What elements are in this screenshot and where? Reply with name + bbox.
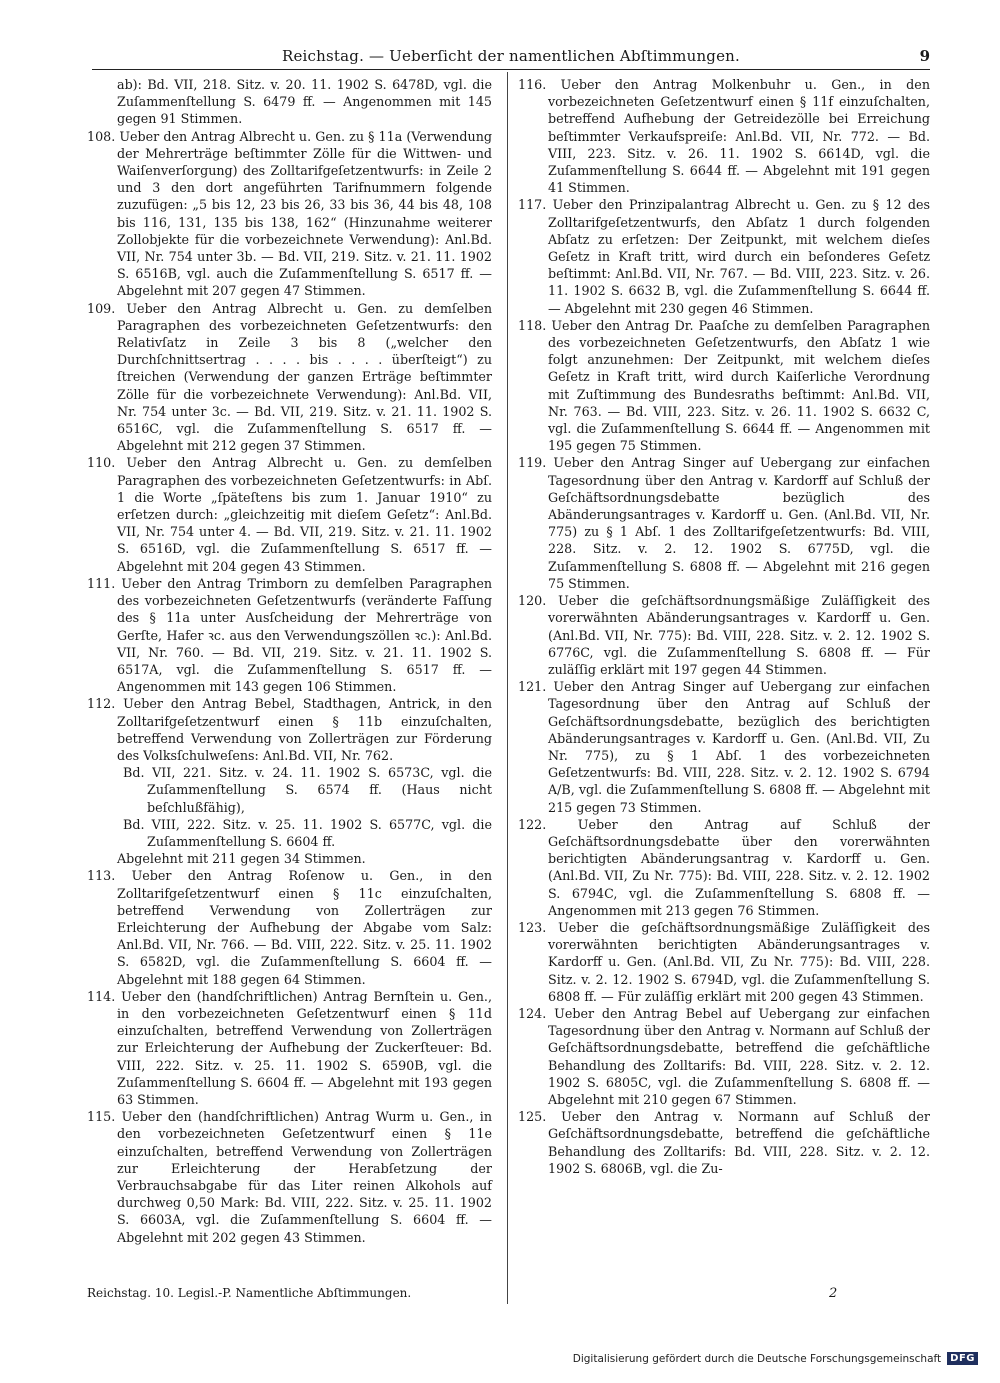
entry-122: 122. Ueber den Antrag auf Schluß der Geſchäftsordnungsdebatte über den vorerwähnten berichtigten Abänderungsantrag v. Kardorff u. Gen. (Anl.Bd. VII, Zu Nr. 775): Bd. VIII, 228. Sitz. v. 2. 12. 1902 S. 6794C, vgl. die Zuſammenſtellung S. 6808 ff. — Angenommen mit 213 gegen 76 Stimmen. [518,816,930,918]
footer-source-line: Reichstag. 10. Legisl.-P. Namentliche Abſtimmungen. [87,1286,412,1300]
entry-115: 115. Ueber den (handſchriftlichen) Antrag Wurm u. Gen., in den vorbezeichneten Geſetzentwurf einen § 11e einzuſchalten, betreffend Verwendung von Zollerträgen zur Erleichterung der Herabſetzung der Verbrauchsabgabe für das Liter reinen Alkohols auf durchweg 0,50 Mark: Bd. VIII, 222. Sitz. v. 25. 11. 1902 S. 6603A, vgl. die Zuſammenſtellung S. 6604 ff. — Abgelehnt mit 202 gegen 43 Stimmen. [87,1109,492,1245]
entry-117: 117. Ueber den Prinzipalantrag Albrecht u. Gen. zu § 12 des Zolltarifgeſetzentwurfs, den Abſatz 1 durch folgenden Abſatz zu erſetzen: Der Zeitpunkt, mit welchem dieſes Geſetz in Kraft tritt, wird durch ein beſonderes Geſetz beſtimmt: Anl.Bd. VII, Nr. 767. — Bd. VIII, 223. Sitz. v. 26. 11. 1902 S. 6632 B, vgl. die Zuſammenſtellung S. 6644 ff. — Abgelehnt mit 230 gegen 46 Stimmen. [518,197,930,316]
entry-112-session-2: Bd. VIII, 222. Sitz. v. 25. 11. 1902 S. 6577C, vgl. die Zuſammenſtellung S. 6604 ff. [123,816,492,849]
entry-114: 114. Ueber den (handſchriftlichen) Antrag Bernſtein u. Gen., in den vorbezeichneten Geſetzentwurf einen § 11d einzuſchalten, betreffend Verwendung von Zollerträgen zur Erleichterung der Aufhebung der Zuckerſteuer: Bd. VIII, 222. Sitz. v. 25. 11. 1902 S. 6590B, vgl. die Zuſammenſtellung S. 6604 ff. — Abgelehnt mit 193 gegen 63 Stimmen. [87,988,492,1107]
entry-118: 118. Ueber den Antrag Dr. Paaſche zu demſelben Paragraphen des vorbezeichneten Geſetzentwurfs, den Abſatz 1 wie folgt anzunehmen: Der Zeitpunkt, mit welchem dieſes Geſetz in Kraft tritt, wird durch Kaiſerliche Verordnung mit Zuſtimmung des Bundesraths beſtimmt: Anl.Bd. VII, Nr. 763. — Bd. VIII, 223. Sitz. v. 26. 11. 1902 S. 6632 C, vgl. die Zuſammenſtellung S. 6644 ff. — Angenommen mit 195 gegen 75 Stimmen. [518,317,930,454]
entry-112: 112. Ueber den Antrag Bebel, Stadthagen, Antrick, in den Zolltarifgeſetzentwurf einen § 11b einzuſchalten, betreffend Verwendung von Zollerträgen zur Förderung des Volksſchulweſens: Anl.Bd. VII, Nr. 762. [87,696,492,763]
sheet-signature: 2 [829,1286,838,1301]
page-header [92,47,930,70]
entry-121: 121. Ueber den Antrag Singer auf Uebergang zur einfachen Tagesordnung über den Antrag auf Schluß der Geſchäftsordnungsdebatte, bezüglich des berichtigten Abänderungsantrages v. Kardorff u. Gen. (Anl.Bd. VII, Zu Nr. 775), zu § 1 Abſ. 1 des vorbezeichneten Geſetzentwurfs: Bd. VIII, 228. Sitz. v. 2. 12. 1902 S. 6794 A/B, vgl. die Zuſammenſtellung S. 6808 ff. — Abgelehnt mit 215 gegen 73 Stimmen. [518,679,930,815]
column-divider [507,72,508,1304]
left-column [87,76,492,1246]
entry-124: 124. Ueber den Antrag Bebel auf Uebergang zur einfachen Tagesordnung über den Antrag v. Normann auf Schluß der Geſchäftsordnungsdebatte, betreffend die geſchäftliche Behandlung des Zolltarifs: Bd. VIII, 228. Sitz. v. 2. 12. 1902 S. 6805C, vgl. die Zuſammenſtellung S. 6808 ff. — Abgelehnt mit 210 gegen 67 Stimmen. [518,1005,930,1107]
page-number: 9 [919,47,930,65]
entry-112-session-1: Bd. VII, 221. Sitz. v. 24. 11. 1902 S. 6573C, vgl. die Zuſammenſtellung S. 6574 ff. (Haus nicht beſchlußfähig), [123,765,492,815]
header-title: Reichstag. — Ueberſicht der namentlichen Abſtimmungen. [281,47,741,65]
entry-125: 125. Ueber den Antrag v. Normann auf Schluß der Geſchäftsordnungsdebatte, betreffend die geſchäftliche Behandlung des Zolltarifs: Bd. VIII, 228. Sitz. v. 2. 12. 1902 S. 6806B, vgl. die Zu- [518,1109,930,1176]
entry-111: 111. Ueber den Antrag Trimborn zu demſelben Paragraphen des vorbezeichneten Geſetzentwurfs (veränderte Faſſung des § 11a unter Ausſcheidung der Mehrerträge von Gerſte, Hafer ꝛc. aus den Verwendungszöllen ꝛc.): Anl.Bd. VII, Nr. 760. — Bd. VII, 219. Sitz. v. 21. 11. 1902 S. 6517A, vgl. die Zuſammenſtellung S. 6517 ff. — Angenommen mit 143 gegen 106 Stimmen. [87,575,492,695]
entry-120: 120. Ueber die geſchäftsordnungsmäßige Zuläſſigkeit des vorerwähnten Abänderungsantrages v. Kardorff u. Gen. (Anl.Bd. VII, Nr. 775): Bd. VIII, 228. Sitz. v. 2. 12. 1902 S. 6776C, vgl. die Zuſammenſtellung S. 6808 ff. — Für zuläſſig erklärt mit 197 gegen 44 Stimmen. [518,593,930,677]
right-column [518,76,930,1177]
entry-116: 116. Ueber den Antrag Molkenbuhr u. Gen., in den vorbezeichneten Geſetzentwurf einen § 11f einzuſchalten, betreffend Aufhebung der Getreidezölle bei Erreichung beſtimmter Verkaufspreiſe: Anl.Bd. VII, Nr. 772. — Bd. VIII, 223. Sitz. v. 26. 11. 1902 S. 6614D, vgl. die Zuſammenſtellung S. 6644 ff. — Abgelehnt mit 191 gegen 41 Stimmen. [518,77,930,196]
entry-108: 108. Ueber den Antrag Albrecht u. Gen. zu § 11a (Verwendung der Mehrerträge beſtimmter Zölle für die Wittwen- und Waiſenverſorgung) des Zolltarifgeſetzentwurfs: in Zeile 2 und 3 den dort angeführten Tarifnummern folgende zuzufügen: „5 bis 12, 23 bis 26, 33 bis 36, 44 bis 48, 108 bis 116, 131, 135 bis 138, 162“ (Hinzunahme weiterer Zollobjekte für die vorbezeichnete Verwendung): Anl.Bd. VII, Nr. 754 unter 3b. — Bd. VII, 219. Sitz. v. 21. 11. 1902 S. 6516B, vgl. auch die Zuſammenſtellung S. 6517 ff. — Abgelehnt mit 207 gegen 47 Stimmen. [87,128,492,299]
dfg-credit [573,1352,978,1365]
entry-119: 119. Ueber den Antrag Singer auf Uebergang zur einfachen Tagesordnung über den Antrag v. Kardorff auf Schluß der Geſchäftsordnungsdebatte bezüglich des Abänderungsantrages v. Kardorff u. Gen. (Anl.Bd. VII, Nr. 775) zu § 1 Abſ. 1 des Zolltarifgeſetzentwurfs: Bd. VIII, 228. Sitz. v. 2. 12. 1902 S. 6775D, vgl. die Zuſammenſtellung S. 6808 ff. — Abgelehnt mit 216 gegen 75 Stimmen. [518,455,930,591]
entry-109: 109. Ueber den Antrag Albrecht u. Gen. zu demſelben Paragraphen des vorbezeichneten Geſetzentwurfs: den Relativſatz in Zeile 3 bis 8 („welcher den Durchſchnittsertrag . . . . bis . . . . überſteigt“) zu ſtreichen (Verwendung der ganzen Erträge beſtimmter Zölle für die vorbezeichnete Verwendung): Anl.Bd. VII, Nr. 754 unter 3c. — Bd. VII, 219. Sitz. v. 21. 11. 1902 S. 6516C, vgl. die Zuſammenſtellung S. 6517 ff. — Abgelehnt mit 212 gegen 37 Stimmen. [87,300,492,454]
entry-110: 110. Ueber den Antrag Albrecht u. Gen. zu demſelben Paragraphen des vorbezeichneten Geſetzentwurfs: in Abſ. 1 die Worte „ſpäteſtens bis zum 1. Januar 1910“ zu erſetzen durch: „gleichzeitig mit dieſem Geſetz“: Anl.Bd. VII, Nr. 754 unter 4. — Bd. VII, 219. Sitz. v. 21. 11. 1902 S. 6516D, vgl. die Zuſammenſtellung S. 6517 ff. — Abgelehnt mit 204 gegen 43 Stimmen. [87,455,492,574]
entry-107-continuation: ab): Bd. VII, 218. Sitz. v. 20. 11. 1902 S. 6478D, vgl. die Zuſammenſtellung S. 6479 ff. — Angenommen mit 145 gegen 91 Stimmen. [117,77,492,127]
entry-113: 113. Ueber den Antrag Roſenow u. Gen., in den Zolltarifgeſetzentwurf einen § 11c einzuſchalten, betreffend Verwendung von Zollerträgen zur Erleichterung der Aufhebung der Abgabe vom Salz: Anl.Bd. VII, Nr. 766. — Bd. VIII, 222. Sitz. v. 25. 11. 1902 S. 6582D, vgl. die Zuſammenſtellung S. 6604 ff. — Abgelehnt mit 188 gegen 64 Stimmen. [87,868,492,987]
dfg-logo-icon: DFG [947,1352,978,1365]
entry-123: 123. Ueber die geſchäftsordnungsmäßige Zuläſſigkeit des vorerwähnten berichtigten Abänderungsantrages v. Kardorff u. Gen. (Anl.Bd. VII, Zu Nr. 775): Bd. VIII, 228. Sitz. v. 2. 12. 1902 S. 6794D, vgl. die Zuſammenſtellung S. 6808 ff. — Für zuläſſig erklärt mit 200 gegen 43 Stimmen. [518,919,930,1004]
entry-112-result: Abgelehnt mit 211 gegen 34 Stimmen. [117,851,366,867]
dfg-credit-text: Digitalisierung gefördert durch die Deutsche Forschungsgemeinschaft [572,1352,942,1365]
